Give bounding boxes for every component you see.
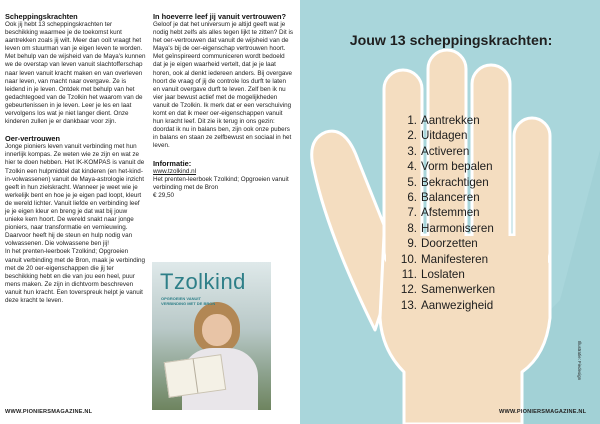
book-cover-title: Tzolkind — [160, 269, 246, 294]
list-item: 8. Harmoniseren — [407, 221, 494, 235]
list-item: 5. Bekrachtigen — [407, 175, 489, 189]
list-item: 7. Afstemmen — [407, 206, 480, 220]
footer-right-url: WWW.PIONIERSMAGAZINE.NL — [499, 409, 587, 415]
list-item: 4. Vorm bepalen — [407, 160, 493, 174]
list-item: 10. Manifesteren — [400, 252, 489, 266]
powers-list — [397, 113, 527, 313]
paragraph-vertrouwen: Geloof je dat het universum je altijd geeft wat je nodig hebt zelfs als alles tegen lijkt te zitten? Dit is het oer-vertrouwen dat vanuit de wijsheid van de Maya's bij de oer-eigenschap vertrouwen hoort. Met geïnspireerd communiceren wordt bedoeld dat je je eigen waarheid vertelt, dat je je laat horen, ook al denkt iedereen anders. Bij overgave hoort de vraag of jij de controle los durft te laten en vanuit overgave durft te leven. Zelf ben ik nu vier jaar bewust actief met de mogelijkheden vanuit de Tzolkin. Ik merk dat er een verschuiving komt en dat ik meer oer-eigenschappen vanuit hun kracht leef. Dit zie ik terug in ons gezin: doordat ik nu in balans ben, zijn ook onze pubers in balans en staan ze zelfbewust en sociaal in het leven. — [153, 21, 294, 150]
list-item: 12. Samenwerken — [400, 283, 496, 297]
tzolkind-link[interactable]: www.tzolkind.nl — [153, 167, 197, 175]
list-item: 11. Loslaten — [401, 268, 465, 282]
list-item: 1. Aantrekken — [407, 114, 480, 127]
book-cover-subtitle: OPGROEIEN VANUIT VERBINDING MET DE BRON — [161, 296, 216, 306]
heading-oer-vertrouwen: Oer-vertrouwen — [5, 134, 61, 144]
list-item: 2. Uitdagen — [407, 129, 468, 143]
paragraph-scheppingskrachten: Ook jij hebt 13 scheppingskrachten ter beschikking waarmee je de toekomst kunt aantrekken zoals jij wilt. Meer dan ooit vraagt het leven om stuurman van je eigen leven te worden. Met behulp van de wijsheid van de Maya's kunnen we de overstap van leven vanuit slachtofferschap naar leven vanuit kracht maken en van overleven naar leven, van macht naar overgave. Ze is leidend in je leven. Ontdek met behulp van het gedachtegoed van de Tzolkin het waarom van de gebeurtenissen in je leven. Leer je les en laat vervolgens los wat je niet langer dient. Onze kinderen zullen je er dankbaar voor zijn. — [5, 21, 146, 126]
paragraph-oer-vertrouwen: Jonge pioniers leven vanuit verbinding met hun innerlijk kompas. Ze weten wie ze zijn en wat ze hier te doen hebben. Het IK-KOMPAS is vanuit de Tzolkin een hulpmiddel dat kinderen (en het-kind-in-volwassenen) vanuit de Maya-astrologie inzicht geeft in hun zielskracht. Wanneer je weet wie je werkelijk bent en hoe je je eigen pad loopt, kleurt de wereld lichter. Vanuit liefde en verbinding leef je je eigen kleur en breng je dat wat bij jouw unieke kern hoort. De wereld snakt naar jonge pioniers, naar transformatie en vernieuwing. Daarvoor heeft hij de steun en hulp nodig van volwassenen. Die volwassene ben jij! — [5, 143, 145, 248]
book-price: € 29,50 — [153, 191, 175, 199]
info-heading: Informatie: — [153, 158, 192, 168]
book-cover-image — [152, 262, 271, 410]
article-column-2 — [153, 12, 294, 200]
list-item: 6. Balanceren — [407, 191, 480, 205]
article-column-1 — [5, 12, 146, 305]
right-page — [300, 0, 600, 424]
info-text: Het prenten-leerboek Tzolkind; Opgroeien vanuit verbinding met de Bron — [153, 175, 289, 191]
heading-scheppingskrachten: Scheppingskrachten — [5, 12, 78, 21]
list-item: 9. Doorzetten — [407, 237, 478, 251]
list-item: 3. Activeren — [407, 144, 470, 158]
heading-vertrouwen-vraag: In hoeverre leef jij vanuit vertrouwen? — [153, 12, 287, 21]
list-item: 13. Aanwezigheid — [400, 298, 494, 312]
powers-title: Jouw 13 scheppingskrachten: — [349, 33, 553, 49]
paragraph-prenten-leerboek: In het prenten-leerboek Tzolkind; Opgroeien vanuit verbinding met de Bron, maak je verbinding met de 20 oer-eigenschappen die jij ter beschikking hebt en die van jou een heel, puur mens maken. Ze zijn in dichtvorm beschreven vanuit hun kracht. Een toverspreuk helpt je vanuit deze kracht te leven. — [5, 248, 146, 304]
illustration-credit: Illustratie: Fiedesign — [577, 341, 582, 381]
footer-left-url: WWW.PIONIERSMAGAZINE.NL — [5, 409, 93, 415]
